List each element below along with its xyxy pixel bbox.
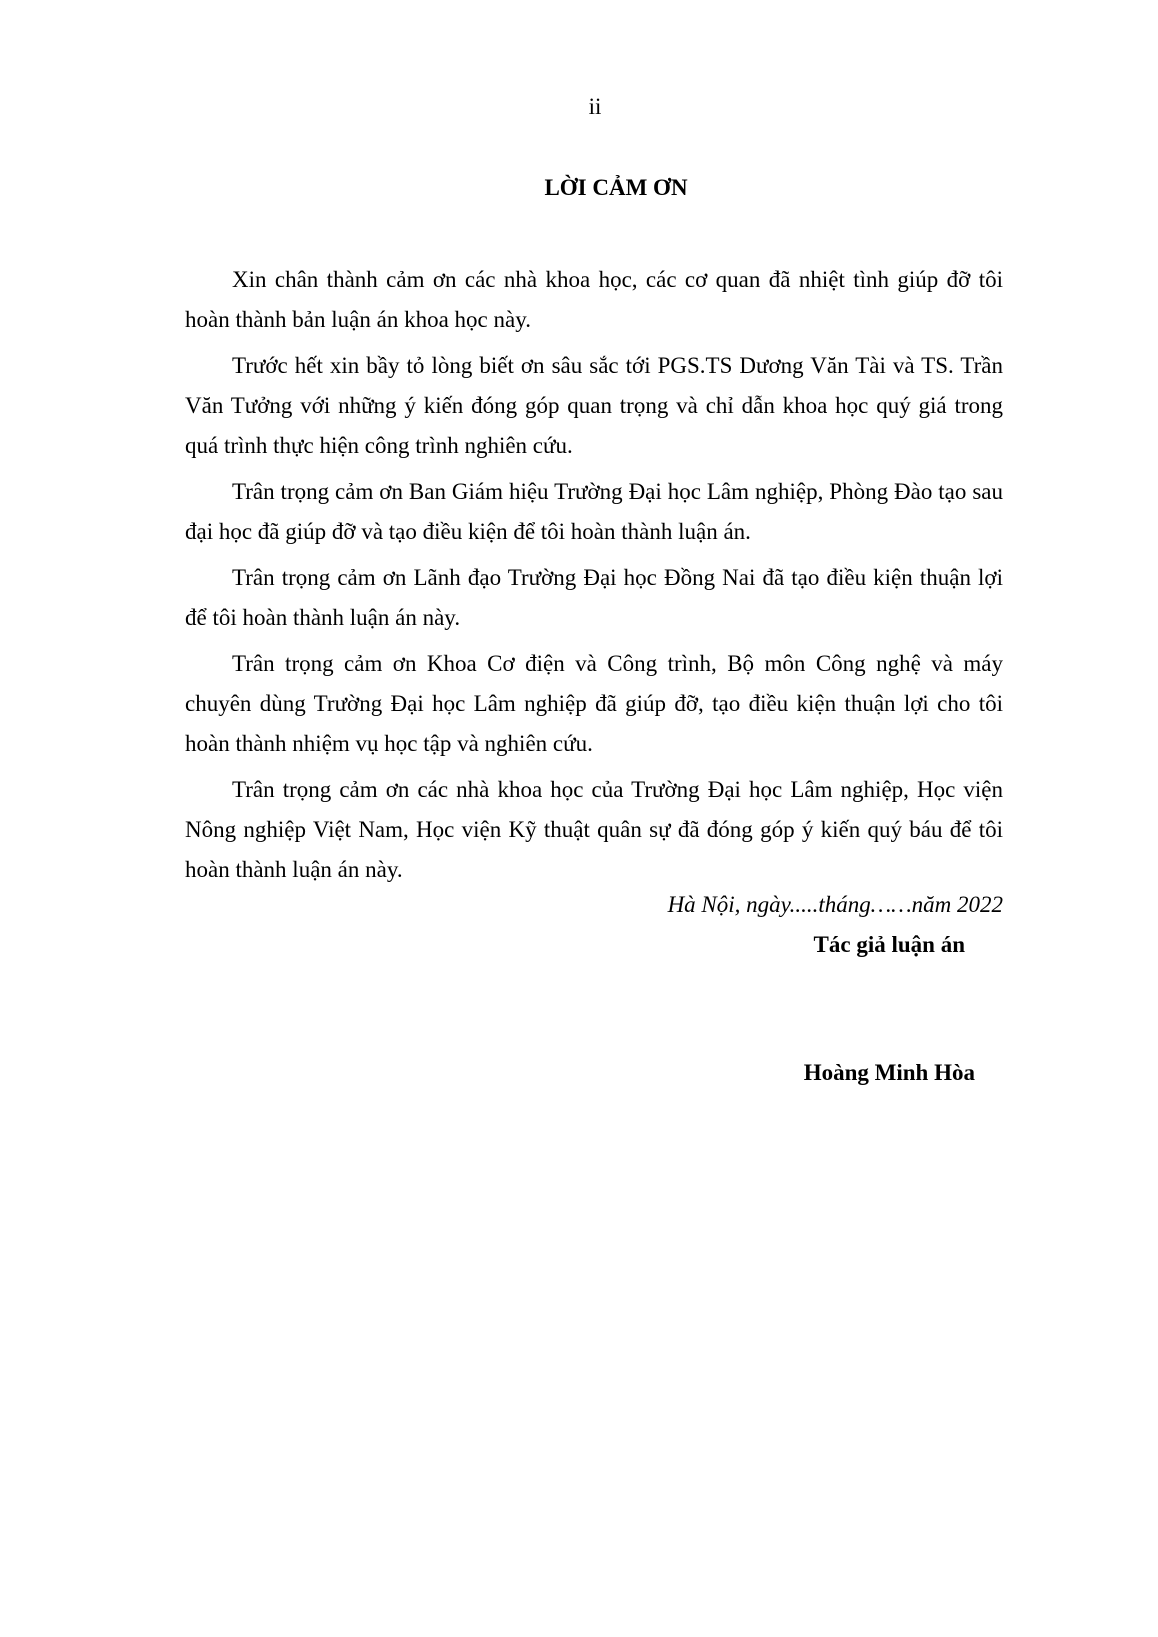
paragraph: Trân trọng cảm ơn Lãnh đạo Trường Đại học Đồng Nai đã tạo điều kiện thuận lợi để tôi hoàn thành luận án này.	[185, 565, 1003, 630]
paragraph: Trân trọng cảm ơn các nhà khoa học của Trường Đại học Lâm nghiệp, Học viện Nông nghiệp Việt Nam, Học viện Kỹ thuật quân sự đã đóng góp ý kiến quý báu để tôi hoàn thành luận án này.	[185, 777, 1003, 882]
acknowledgement-body	[185, 260, 1003, 896]
paragraph: Trân trọng cảm ơn Ban Giám hiệu Trường Đại học Lâm nghiệp, Phòng Đào tạo sau đại học đã giúp đỡ và tạo điều kiện để tôi hoàn thành luận án.	[185, 479, 1003, 544]
page-title: LỜI CẢM ƠN	[544, 175, 688, 200]
paragraph: Trân trọng cảm ơn Khoa Cơ điện và Công trình, Bộ môn Công nghệ và máy chuyên dùng Trường Đại học Lâm nghiệp đã giúp đỡ, tạo điều kiện thuận lợi cho tôi hoàn thành nhiệm vụ học tập và nghiên cứu.	[185, 651, 1003, 756]
paragraph: Trước hết xin bầy tỏ lòng biết ơn sâu sắc tới PGS.TS Dương Văn Tài và TS. Trần Văn Tưởng với những ý kiến đóng góp quan trọng và chỉ dẫn khoa học quý giá trong quá trình thực hiện công trình nghiên cứu.	[185, 353, 1003, 458]
author-name: Hoàng Minh Hòa	[803, 1060, 975, 1085]
date-line: Hà Nội, ngày.....tháng……năm 2022	[667, 892, 1003, 917]
paragraph: Xin chân thành cảm ơn các nhà khoa học, các cơ quan đã nhiệt tình giúp đỡ tôi hoàn thành bản luận án khoa học này.	[185, 267, 1003, 332]
page-number: ii	[588, 94, 602, 119]
author-role: Tác giả luận án	[813, 932, 965, 957]
